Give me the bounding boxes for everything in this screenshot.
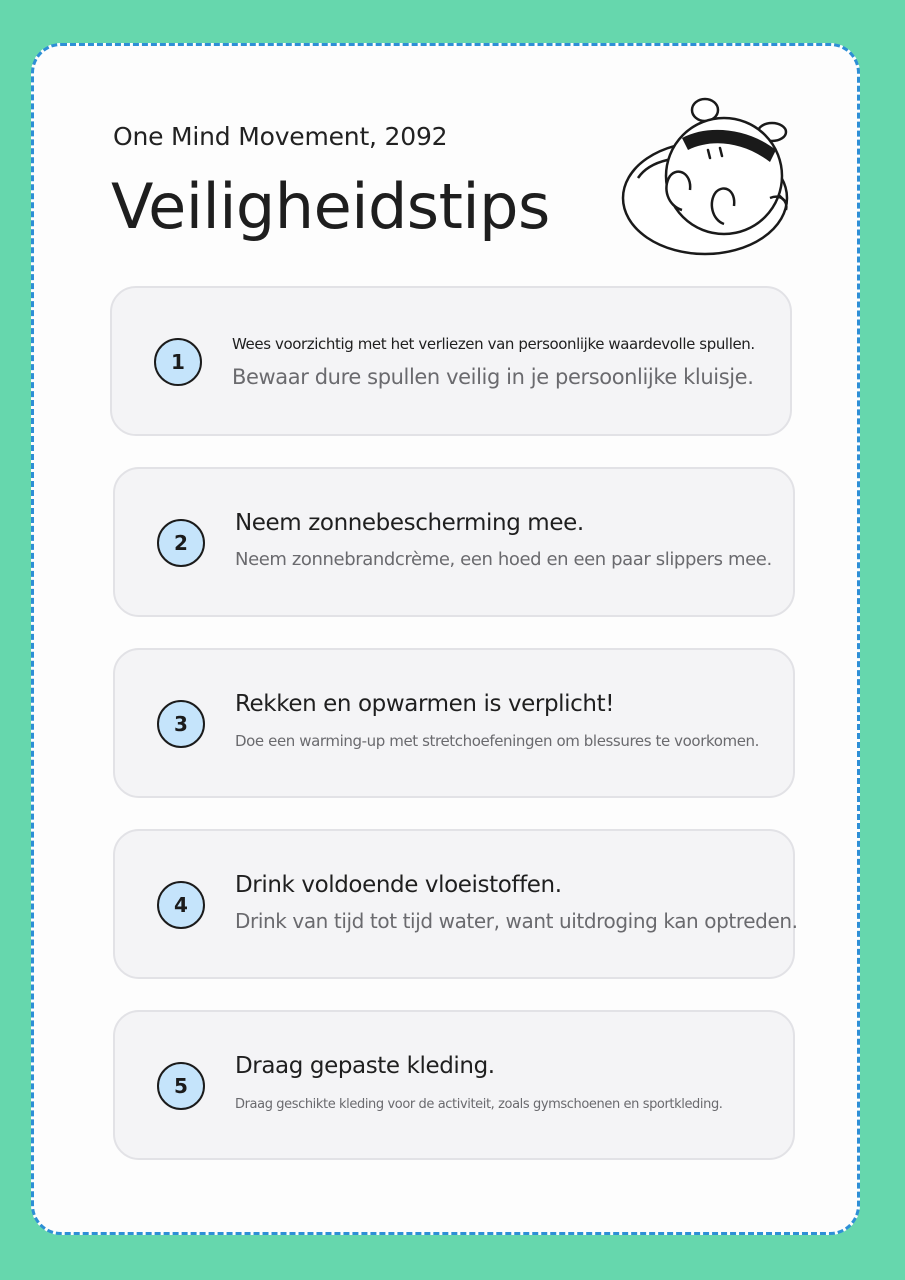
poster-card [31,43,860,1235]
tip-card-4 [113,829,798,979]
tip-card-5 [113,1010,795,1160]
tip-text: Draag geschikte kleding voor de activiteit, zoals gymschoenen en sportkleding. [235,1097,723,1112]
tip-card-2 [113,467,795,617]
tip-number-badge: 5 [157,1062,205,1110]
tip-number-badge: 2 [157,519,205,567]
stretching-character-icon [620,90,796,260]
poster-subtitle: One Mind Movement, 2092 [113,122,448,151]
tip-number-badge: 1 [154,338,202,386]
tip-text: Drink van tijd tot tijd water, want uitdroging kan optreden. [235,909,798,933]
tip-heading: Rekken en opwarmen is verplicht! [235,691,615,717]
tip-text: Neem zonnebrandcrème, een hoed en een paar slippers mee. [235,549,772,570]
tip-text: Doe een warming-up met stretchoefeningen om blessures te voorkomen. [235,732,760,750]
tip-number-badge: 3 [157,700,205,748]
tip-heading: Neem zonnebescherming mee. [235,510,584,536]
tip-heading: Wees voorzichtig met het verliezen van persoonlijke waardevolle spullen. [232,335,755,353]
tip-number-badge: 4 [157,881,205,929]
tip-text: Bewaar dure spullen veilig in je persoonlijke kluisje. [232,365,754,389]
poster-title: Veiligheidstips [111,170,550,243]
tip-card-1 [110,286,792,436]
tip-card-3 [113,648,795,798]
tip-heading: Draag gepaste kleding. [235,1053,495,1079]
tip-heading: Drink voldoende vloeistoffen. [235,872,562,898]
